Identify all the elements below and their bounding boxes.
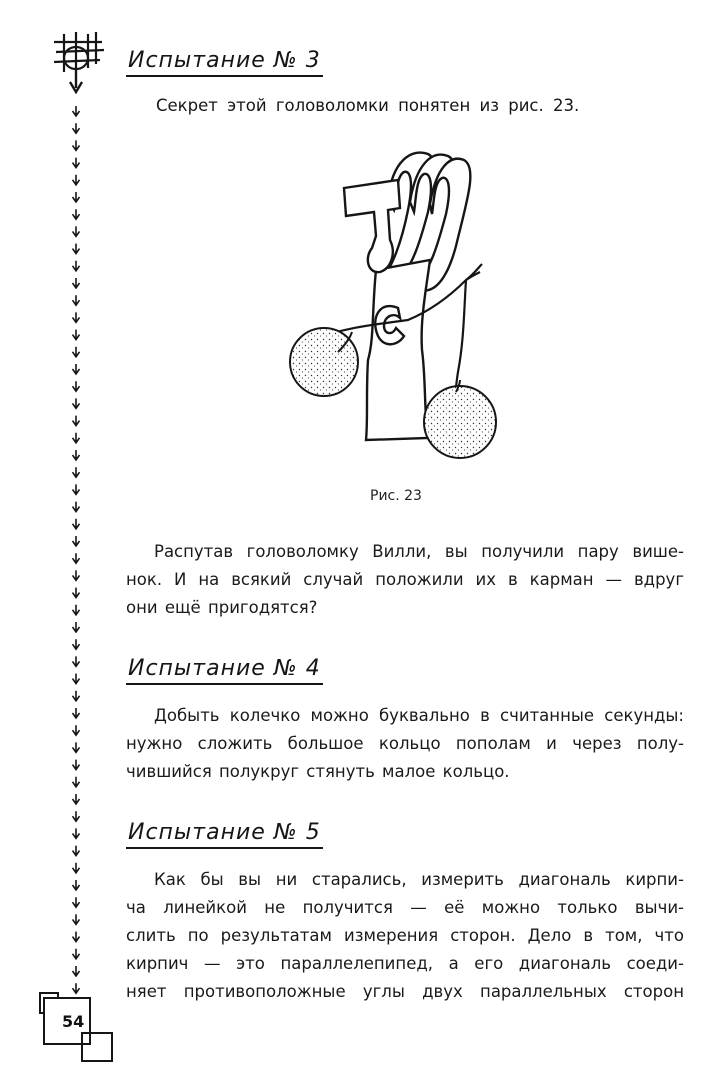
chain-arrow-icon bbox=[73, 244, 80, 254]
text-line: чившийся полукруг стянуть малое кольцо. bbox=[126, 762, 510, 781]
chain-arrow-icon bbox=[73, 158, 80, 168]
text-line: слить по результатам измерения сторон. Дело в том, что bbox=[126, 926, 684, 945]
chain-arrow-icon bbox=[73, 570, 80, 580]
figure-caption: Рис. 23 bbox=[370, 488, 422, 504]
chain-arrow-icon bbox=[73, 123, 80, 133]
text-line: кирпич — это параллелепипед, а его диагональ соеди- bbox=[126, 954, 684, 973]
chain-arrow-icon bbox=[73, 949, 80, 959]
section-3-heading: Испытание № 3 bbox=[126, 48, 323, 77]
chain-arrow-icon bbox=[73, 622, 80, 632]
text-line: они ещё пригодятся? bbox=[126, 598, 318, 617]
chain-arrow-icon bbox=[73, 983, 80, 993]
chain-arrow-icon bbox=[73, 295, 80, 305]
chain-arrow-icon bbox=[73, 846, 80, 856]
chain-arrow-icon bbox=[73, 588, 80, 598]
chain-arrow-icon bbox=[73, 381, 80, 391]
chain-arrow-icon bbox=[73, 330, 80, 340]
chain-arrow-icon bbox=[73, 140, 80, 150]
chain-arrow-icon bbox=[73, 484, 80, 494]
chain-arrow-icon bbox=[73, 106, 80, 116]
text-line: ча линейкой не получится — её можно только вычи- bbox=[126, 898, 684, 917]
section-4-heading: Испытание № 4 bbox=[126, 656, 323, 685]
chain-arrow-icon bbox=[73, 880, 80, 890]
chain-arrow-icon bbox=[73, 674, 80, 684]
chain-arrow-icon bbox=[73, 278, 80, 288]
chain-arrow-icon bbox=[73, 639, 80, 649]
chain-arrow-icon bbox=[73, 467, 80, 477]
section-5-text bbox=[126, 866, 684, 1006]
text-line: Распутав головоломку Вилли, вы получили пару више- bbox=[154, 542, 684, 561]
chain-arrow-icon bbox=[73, 863, 80, 873]
chain-arrow-icon bbox=[73, 398, 80, 408]
text-line: нужно сложить большое кольцо пополам и через полу- bbox=[126, 734, 684, 753]
chain-arrow-icon bbox=[73, 192, 80, 202]
wooden-stick bbox=[366, 260, 430, 440]
chain-arrow-icon bbox=[73, 966, 80, 976]
chain-arrow-icon bbox=[73, 760, 80, 770]
chain-arrow-icon bbox=[73, 226, 80, 236]
chain-arrow-icon bbox=[73, 450, 80, 460]
text-line: няет противоположные углы двух параллельных сторон bbox=[126, 982, 684, 1001]
chain-arrow-icon bbox=[73, 553, 80, 563]
chain-arrow-icon bbox=[73, 794, 80, 804]
chain-arrow-icon bbox=[73, 828, 80, 838]
page-number: 54 bbox=[62, 1012, 85, 1031]
chain-arrow-icon bbox=[73, 656, 80, 666]
chain-arrow-icon bbox=[73, 742, 80, 752]
chain-arrow-icon bbox=[73, 519, 80, 529]
chain-arrow-icon bbox=[73, 725, 80, 735]
text-line: Как бы вы ни старались, измерить диагональ кирпи- bbox=[154, 870, 684, 889]
chain-arrow-icon bbox=[73, 261, 80, 271]
section-4-text bbox=[126, 702, 684, 786]
chain-arrow-icon bbox=[73, 932, 80, 942]
chain-arrow-icon bbox=[73, 175, 80, 185]
chain-arrow-icon bbox=[73, 914, 80, 924]
section-3-text: Секрет этой головоломки понятен из рис. 23. bbox=[156, 96, 580, 115]
chain-arrow-icon bbox=[73, 897, 80, 907]
paragraph-after-figure bbox=[126, 538, 684, 622]
chain-arrow-icon bbox=[73, 364, 80, 374]
puzzle-illustration bbox=[280, 140, 520, 470]
chain-arrow-icon bbox=[73, 536, 80, 546]
chain-arrow-icon bbox=[73, 416, 80, 426]
chain-arrow-icon bbox=[73, 502, 80, 512]
chain-arrow-icon bbox=[73, 605, 80, 615]
chain-arrow-icon bbox=[73, 777, 80, 787]
chain-arrow-icon bbox=[73, 312, 80, 322]
chain-arrow-icon bbox=[73, 691, 80, 701]
chain-arrow-icon bbox=[73, 209, 80, 219]
chain-arrow-icon bbox=[73, 433, 80, 443]
text-line: Добыть колечко можно буквально в считанные секунды: bbox=[154, 706, 684, 725]
chain-arrow-icon bbox=[73, 347, 80, 357]
chain-arrow-icon bbox=[73, 708, 80, 718]
cherry-left bbox=[290, 328, 358, 396]
t-piece bbox=[344, 180, 400, 272]
grid-icon bbox=[54, 32, 104, 72]
text-line: нок. И на всякий случай положили их в карман — вдруг bbox=[126, 570, 684, 589]
margin-arrow-decoration bbox=[30, 28, 120, 1080]
section-5-heading: Испытание № 5 bbox=[126, 820, 323, 849]
cherry-right bbox=[424, 386, 496, 458]
chain-arrow-icon bbox=[73, 811, 80, 821]
